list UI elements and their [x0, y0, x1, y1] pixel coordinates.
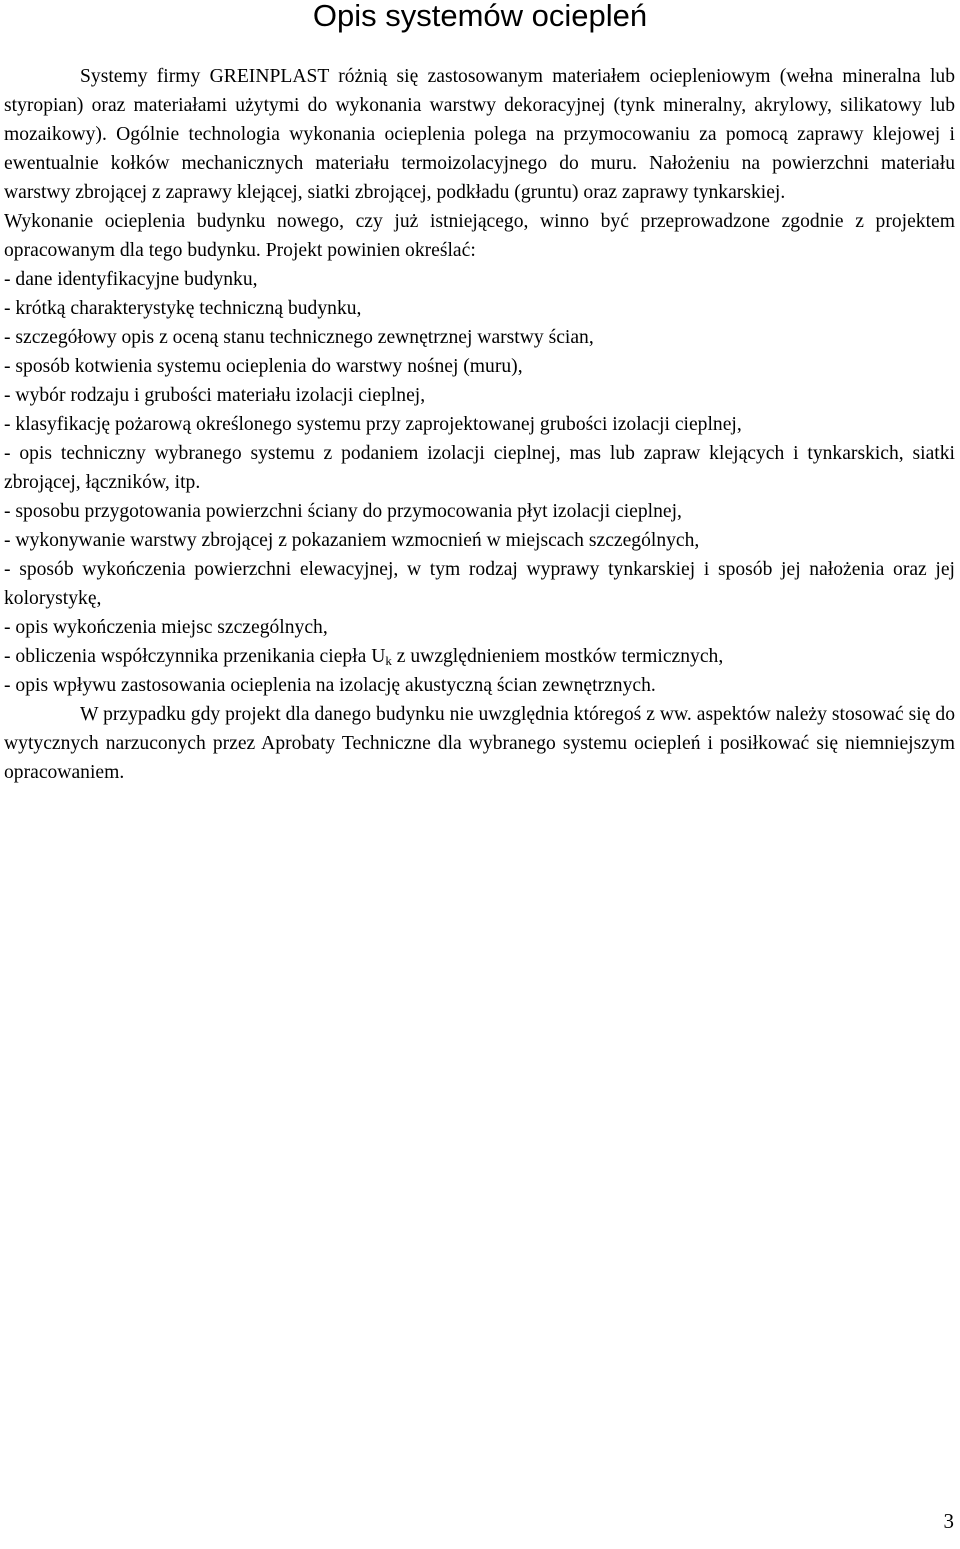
page-title: Opis systemów ociepleń	[312, 0, 648, 33]
list-item: - opis techniczny wybranego systemu z podaniem izolacji cieplnej, mas lub zapraw klejących i tynkarskich, siatki zbrojącej, łączników, itp.	[4, 443, 955, 493]
project-paragraph: Wykonanie ocieplenia budynku nowego, czy już istniejącego, winno być przeprowadzone zgodnie z projektem opracowanym dla tego budynku. Projekt powinien określać:	[4, 211, 955, 261]
heat-transfer-text-end: z uwzględnieniem mostków termicznych,	[391, 646, 724, 667]
list-item-heat-transfer	[4, 642, 955, 671]
intro-paragraph: Systemy firmy GREINPLAST różnią się zastosowanym materiałem ociepleniowym (wełna mineralna lub styropian) oraz materiałami użytymi do wykonania warstwy dekoracyjnej (tynk mineralny, akrylowy, silikatowy lub mozaikowy). Ogólnie technologia wykonania ocieplenia polega na przymocowaniu za pomocą zaprawy klejowej i ewentualnie kołków mechanicznych materiału termoizolacyjnego do muru. Nałożeniu na powierzchni materiału warstwy zbrojącej z zaprawy klejącej, siatki zbrojącej, podkładu (gruntu) oraz zaprawy tynkarskiej.	[4, 66, 955, 203]
list-item: - opis wykończenia miejsc szczególnych,	[4, 617, 328, 638]
document-body	[4, 62, 955, 787]
list-item: - sposobu przygotowania powierzchni ściany do przymocowania płyt izolacji cieplnej,	[4, 501, 682, 522]
list-item: - sposób wykończenia powierzchni elewacyjnej, w tym rodzaj wyprawy tynkarskiej i sposób jej nałożenia oraz jej kolorystykę,	[4, 559, 955, 609]
list-item: - klasyfikację pożarową określonego systemu przy zaprojektowanej grubości izolacji cieplnej,	[4, 414, 742, 435]
closing-paragraph: W przypadku gdy projekt dla danego budynku nie uwzględnia któregoś z ww. aspektów należy stosować się do wytycznych narzuconych przez Aprobaty Techniczne dla wybranego systemu ociepleń i posiłkować się niemniejszym opracowaniem.	[4, 704, 955, 783]
list-item: - wybór rodzaju i grubości materiału izolacji cieplnej,	[4, 385, 426, 406]
page-number: 3	[943, 1509, 954, 1533]
list-item: - szczegółowy opis z oceną stanu technicznego zewnętrznej warstwy ścian,	[4, 327, 594, 348]
list-item: - opis wpływu zastosowania ocieplenia na izolację akustyczną ścian zewnętrznych.	[4, 675, 656, 696]
list-item: - dane identyfikacyjne budynku,	[4, 269, 258, 290]
heat-transfer-text: - obliczenia współczynnika przenikania ciepła U	[4, 646, 386, 667]
subscript-k: k	[385, 653, 392, 668]
list-item: - krótką charakterystykę techniczną budynku,	[4, 298, 362, 319]
requirements-list	[4, 265, 955, 700]
list-item: - sposób kotwienia systemu ocieplenia do warstwy nośnej (muru),	[4, 356, 523, 377]
list-item: - wykonywanie warstwy zbrojącej z pokazaniem wzmocnień w miejscach szczególnych,	[4, 530, 700, 551]
